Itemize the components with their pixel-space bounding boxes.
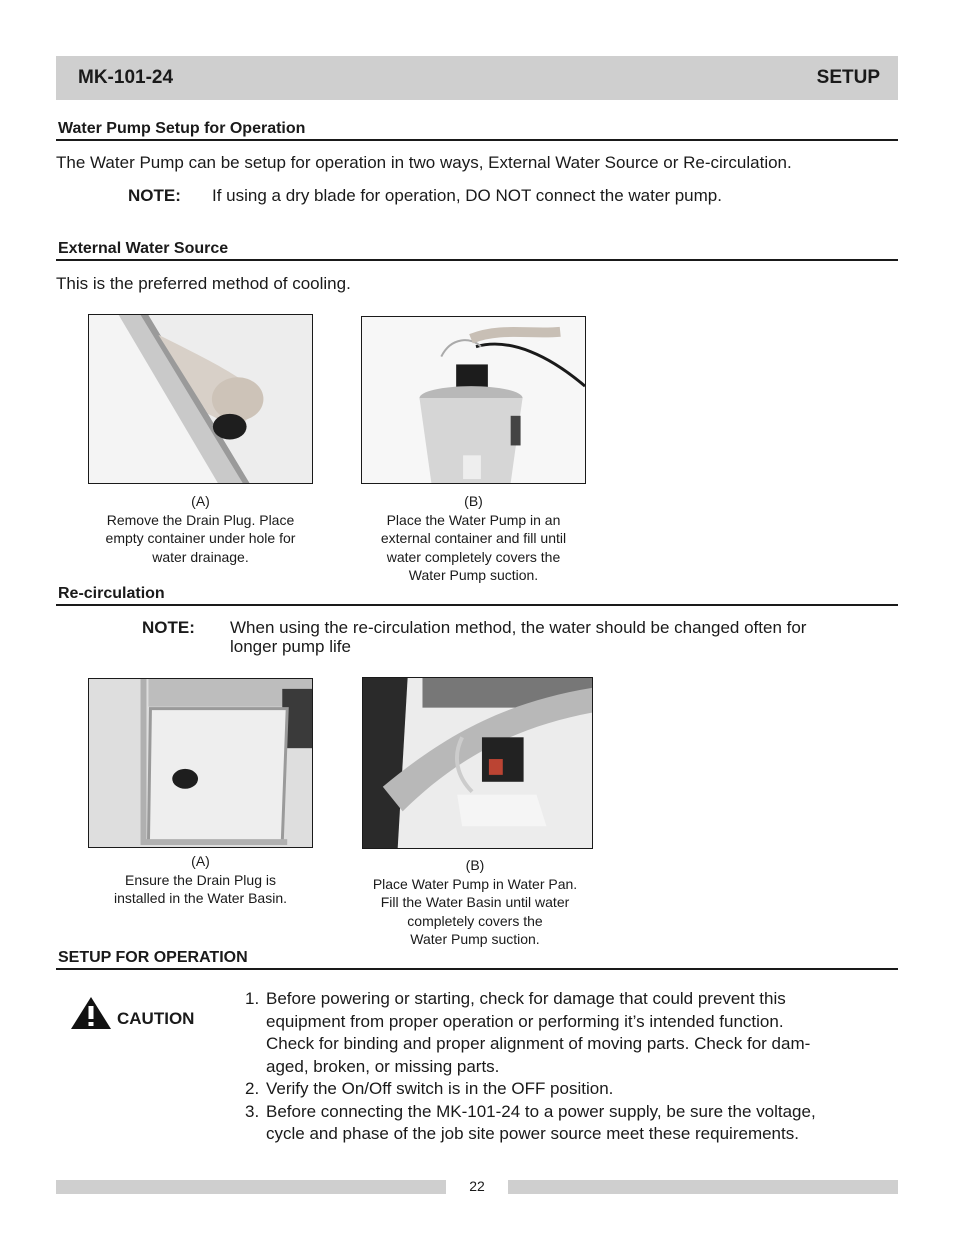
setup-steps-list: [245, 988, 885, 1146]
note-label: NOTE:: [128, 186, 181, 205]
pump-in-water-pan-photo: [362, 677, 593, 849]
caption-recirculation-b: (B) Place Water Pump in Water Pan. Fill the Water Basin until water completely covers the Water Pump suction.: [372, 857, 578, 947]
pump-in-bucket-photo: [361, 316, 586, 484]
section-heading-external: External Water Source: [56, 241, 898, 261]
section-heading-recirculation: Re-circulation: [56, 586, 898, 606]
list-item: 3. Before connecting the MK-101-24 to a power supply, be sure the voltage, cycle and phase of the job site power source meet these requirements.: [245, 1101, 816, 1143]
caption-recirculation-a: (A) Ensure the Drain Plug is installed in the Water Basin.: [113, 853, 287, 906]
warning-triangle-icon: [70, 996, 112, 1030]
note-text: If using a dry blade for operation, DO NOT connect the water pump.: [212, 186, 722, 205]
drain-plug-removal-photo: [88, 314, 313, 484]
caution-label: CAUTION: [117, 1009, 195, 1028]
footer-bar-left: [56, 1180, 446, 1194]
footer-bar-right: [508, 1180, 898, 1194]
section-title: SETUP: [816, 67, 880, 88]
recirculation-note-line2: longer pump life: [230, 637, 351, 656]
list-item: 2. Verify the On/Off switch is in the OFF position.: [245, 1079, 614, 1098]
caption-external-a: (A) Remove the Drain Plug. Place empty container under hole for water drainage.: [105, 493, 296, 565]
page-number: 22: [469, 1178, 485, 1194]
header-bar: [56, 56, 898, 100]
external-intro: This is the preferred method of cooling.: [56, 274, 351, 293]
recirculation-note-line1: When using the re-circulation method, the water should be changed often for: [230, 618, 807, 637]
pump-setup-intro: The Water Pump can be setup for operation in two ways, External Water Source or Re-circulation.: [56, 153, 792, 172]
caption-external-b: (B) Place the Water Pump in an external container and fill until water completely covers the Water Pump suction.: [380, 493, 567, 583]
list-item: 1. Before powering or starting, check for damage that could prevent this equipment from proper operation or performing it’s intended function. Check for binding and proper alignment of moving parts. Check for dam- aged, broken, or missing parts.: [245, 989, 811, 1076]
recirculation-note-label: NOTE:: [142, 618, 195, 637]
model-number: MK-101-24: [78, 67, 174, 88]
drain-plug-installed-photo: [88, 678, 313, 848]
caution-callout: [70, 996, 220, 1030]
section-heading-pump-setup: Water Pump Setup for Operation: [56, 121, 898, 141]
section-heading-setup-operation: SETUP FOR OPERATION: [56, 950, 898, 970]
